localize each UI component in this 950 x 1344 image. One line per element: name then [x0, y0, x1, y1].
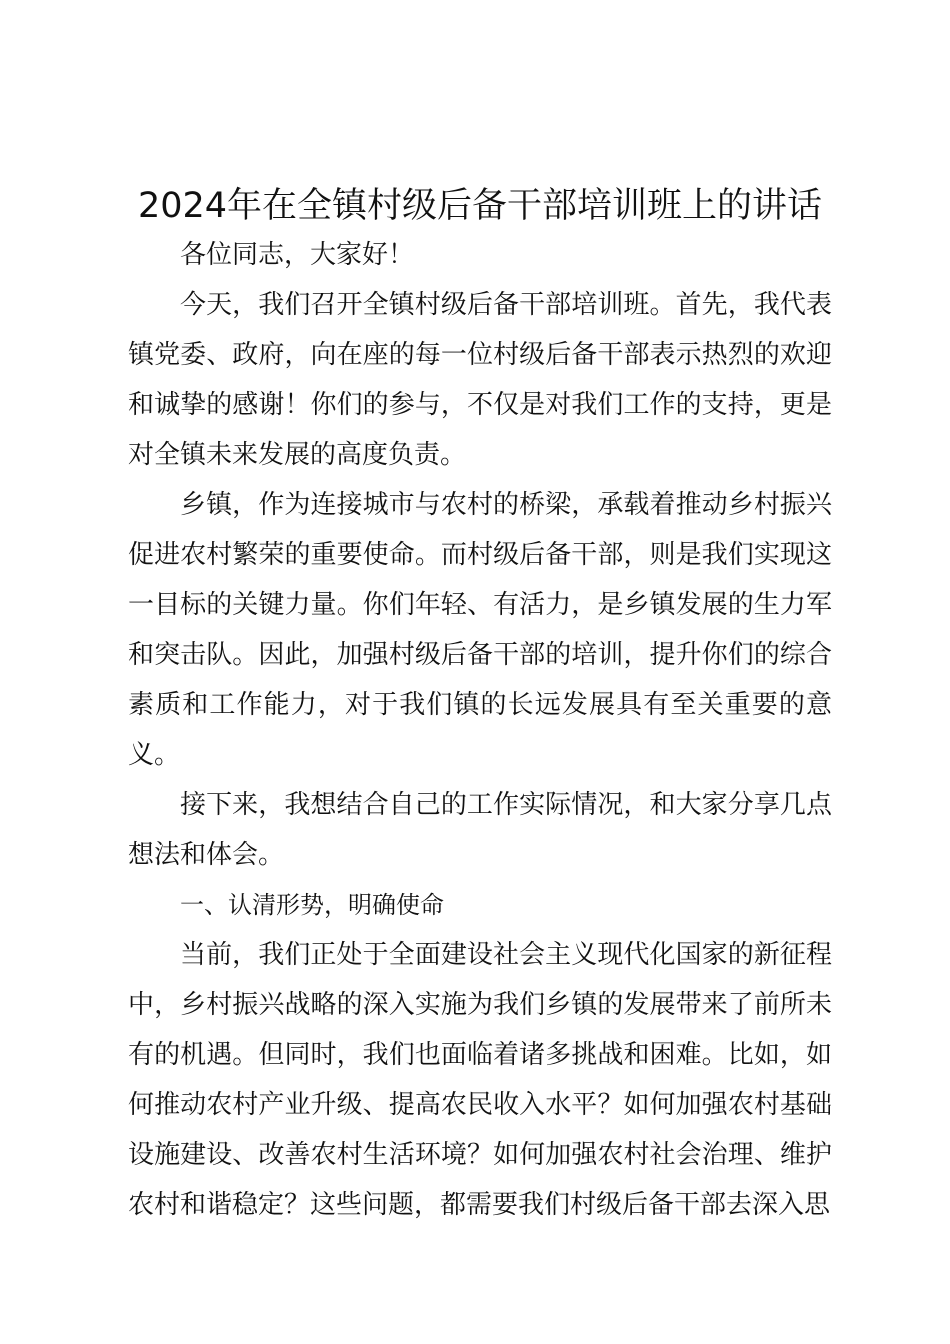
body-paragraph: 乡镇，作为连接城市与农村的桥梁，承载着推动乡村振兴促进农村繁荣的重要使命。而村级后备干部，则是我们实现这一目标的关键力量。你们年轻、有活力，是乡镇发展的生力军和突击队。因此，加强村级后备干部的培训，提升你们的综合素质和工作能力，对于我们镇的长远发展具有至关重要的意义。 — [128, 490, 832, 770]
document-title: 2024年在全镇村级后备干部培训班上的讲话 — [137, 186, 823, 226]
body-paragraph: 今天，我们召开全镇村级后备干部培训班。首先，我代表镇党委、政府，向在座的每一位村级后备干部表示热烈的欢迎和诚挚的感谢！你们的参与，不仅是对我们工作的支持，更是对全镇未来发展的高度负责。 — [128, 290, 832, 470]
section-heading: 一、认清形势，明确使命 — [180, 891, 444, 919]
greeting-paragraph: 各位同志，大家好！ — [180, 240, 415, 270]
body-paragraph: 接下来，我想结合自己的工作实际情况，和大家分享几点想法和体会。 — [128, 790, 832, 870]
body-paragraph: 当前，我们正处于全面建设社会主义现代化国家的新征程中，乡村振兴战略的深入实施为我们乡镇的发展带来了前所未有的机遇。但同时，我们也面临着诸多挑战和困难。比如，如何推动农村产业升级、提高农民收入水平？如何加强农村基础设施建设、改善农村生活环境？如何加强农村社会治理、维护农村和谐稳定？这些问题，都需要我们村级后备干部去深入思 — [128, 940, 832, 1220]
document-body — [128, 230, 832, 1230]
